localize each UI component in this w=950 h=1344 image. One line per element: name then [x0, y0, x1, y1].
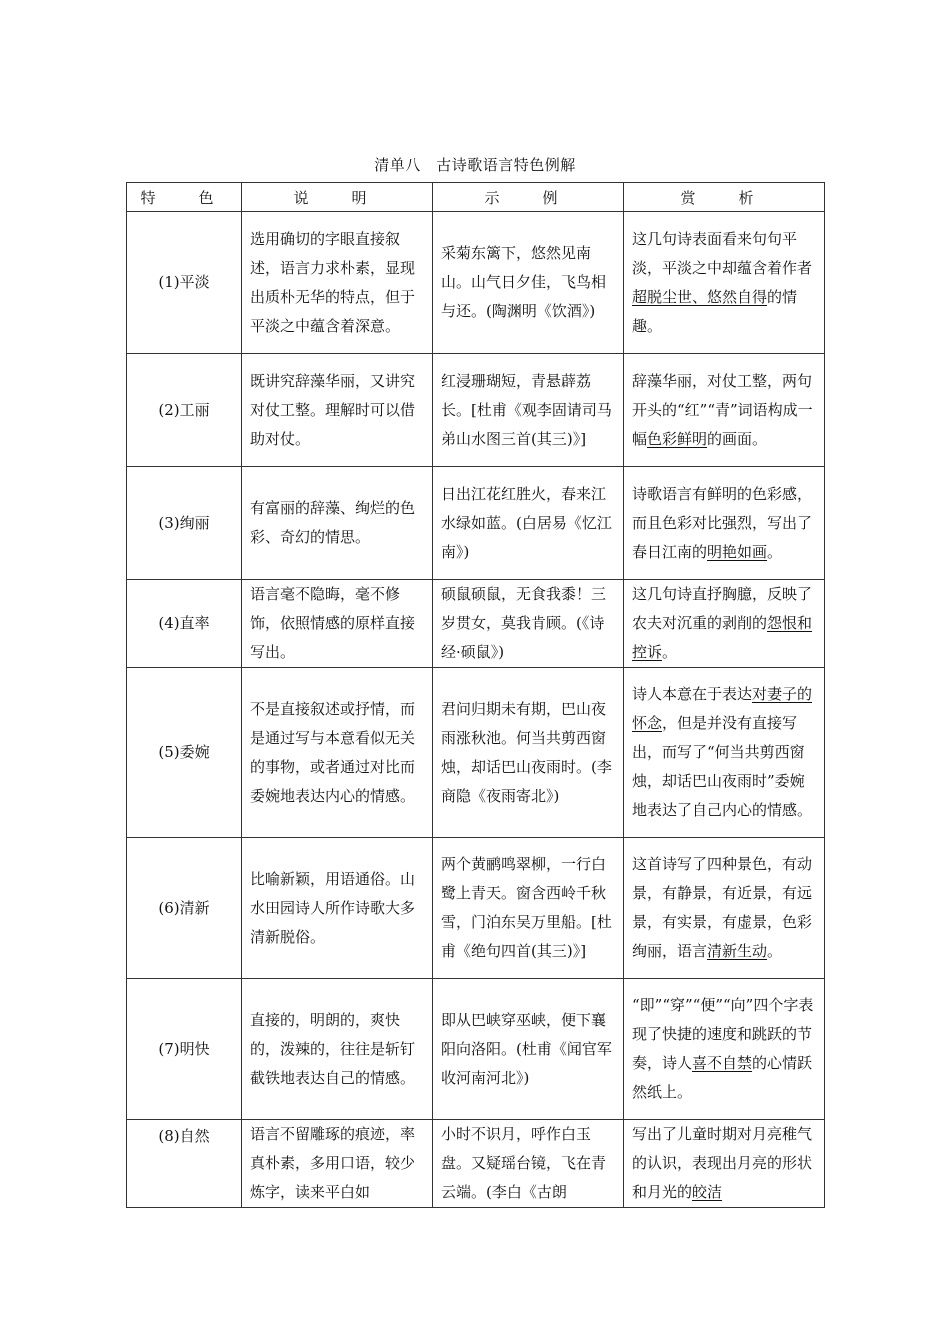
feature-cell: (1)平淡 — [127, 212, 242, 354]
feature-cell: (8)自然 — [127, 1120, 242, 1208]
example-cell: 红浸珊瑚短，青悬薜荔长。[杜甫《观李固请司马弟山水图三首(其三)》] — [433, 354, 624, 467]
analysis-cell: 这首诗写了四种景色，有动景，有静景，有近景，有远景，有实景，有虚景，色彩绚丽，语言清新生动。 — [624, 838, 825, 979]
example-cell: 君问归期未有期，巴山夜雨涨秋池。何当共剪西窗烛，却话巴山夜雨时。(李商隐《夜雨寄北》) — [433, 668, 624, 838]
header-example: 示 例 — [433, 183, 624, 212]
example-cell: 采菊东篱下，悠然见南山。山气日夕佳，飞鸟相与还。(陶渊明《饮酒》) — [433, 212, 624, 354]
description-cell: 有富丽的辞藻、绚烂的色彩、奇幻的情思。 — [242, 467, 433, 580]
header-description: 说 明 — [242, 183, 433, 212]
feature-cell: (7)明快 — [127, 979, 242, 1120]
table-row — [127, 1120, 825, 1208]
key-phrase: 超脱尘世、悠然自得 — [632, 287, 768, 306]
example-cell: 即从巴峡穿巫峡，便下襄阳向洛阳。(杜甫《闻官军收河南河北》) — [433, 979, 624, 1120]
example-cell: 小时不识月，呼作白玉盘。又疑瑶台镜，飞在青云端。(李白《古朗 — [433, 1120, 624, 1208]
table-row — [127, 979, 825, 1120]
header-analysis: 赏 析 — [624, 183, 825, 212]
table-row — [127, 467, 825, 580]
analysis-cell: 这几句诗表面看来句句平淡，平淡之中却蕴含着作者超脱尘世、悠然自得的情趣。 — [624, 212, 825, 354]
example-cell: 两个黄鹂鸣翠柳，一行白鹭上青天。窗含西岭千秋雪，门泊东吴万里船。[杜甫《绝句四首(其三)》] — [433, 838, 624, 979]
analysis-cell: 写出了儿童时期对月亮稚气的认识，表现出月亮的形状和月光的皎洁 — [624, 1120, 825, 1208]
key-phrase: 喜不自禁 — [692, 1054, 753, 1072]
table-row — [127, 668, 825, 838]
table-row — [127, 580, 825, 668]
description-cell: 比喻新颖，用语通俗。山水田园诗人所作诗歌大多清新脱俗。 — [242, 838, 433, 979]
description-cell: 选用确切的字眼直接叙述，语言力求朴素，显现出质朴无华的特点，但于平淡之中蕴含着深意。 — [242, 212, 433, 354]
table-header-row — [127, 183, 825, 212]
feature-cell: (3)绚丽 — [127, 467, 242, 580]
analysis-cell: “即”“穿”“便”“向”四个字表现了快捷的速度和跳跃的节奏，诗人喜不自禁的心情跃然纸上。 — [624, 979, 825, 1120]
key-phrase: 怨恨和控诉 — [632, 614, 813, 661]
feature-cell: (5)委婉 — [127, 668, 242, 838]
table-row — [127, 354, 825, 467]
description-cell: 不是直接叙述或抒情，而是通过写与本意看似无关的事物，或者通过对比而委婉地表达内心的情感。 — [242, 668, 433, 838]
description-cell: 语言毫不隐晦，毫不修饰，依照情感的原样直接写出。 — [242, 580, 433, 668]
feature-cell: (6)清新 — [127, 838, 242, 979]
feature-cell: (2)工丽 — [127, 354, 242, 467]
key-phrase: 明艳如画 — [707, 542, 768, 561]
key-phrase: 色彩鲜明 — [647, 429, 708, 448]
table-row — [127, 212, 825, 354]
feature-cell: (4)直率 — [127, 580, 242, 668]
table-row — [127, 838, 825, 979]
header-feature: 特 色 — [127, 183, 242, 212]
description-cell: 既讲究辞藻华丽，又讲究对仗工整。理解时可以借助对仗。 — [242, 354, 433, 467]
key-phrase: 皎洁 — [692, 1183, 723, 1201]
page-title: 清单八 古诗歌语言特色例解 — [374, 156, 576, 174]
language-feature-table — [126, 182, 825, 1208]
analysis-cell: 诗人本意在于表达对妻子的怀念，但是并没有直接写出，而写了“何当共剪西窗烛，却话巴山夜雨时”委婉地表达了自己内心的情感。 — [624, 668, 825, 838]
example-cell: 硕鼠硕鼠，无食我黍！三岁贯女，莫我肯顾。(《诗经·硕鼠》) — [433, 580, 624, 668]
example-cell: 日出江花红胜火，春来江水绿如蓝。(白居易《忆江南》) — [433, 467, 624, 580]
key-phrase: 对妻子的怀念 — [632, 685, 813, 732]
description-cell: 直接的，明朗的，爽快的，泼辣的，往往是斩钉截铁地表达自己的情感。 — [242, 979, 433, 1120]
description-cell: 语言不留雕琢的痕迹，率真朴素，多用口语，较少炼字，读来平白如 — [242, 1120, 433, 1208]
analysis-cell: 这几句诗直抒胸臆，反映了农夫对沉重的剥削的怨恨和控诉。 — [624, 580, 825, 668]
analysis-cell: 诗歌语言有鲜明的色彩感，而且色彩对比强烈，写出了春日江南的明艳如画。 — [624, 467, 825, 580]
key-phrase: 清新生动 — [707, 942, 768, 960]
analysis-cell: 辞藻华丽，对仗工整，两句开头的“红”“青”词语构成一幅色彩鲜明的画面。 — [624, 354, 825, 467]
